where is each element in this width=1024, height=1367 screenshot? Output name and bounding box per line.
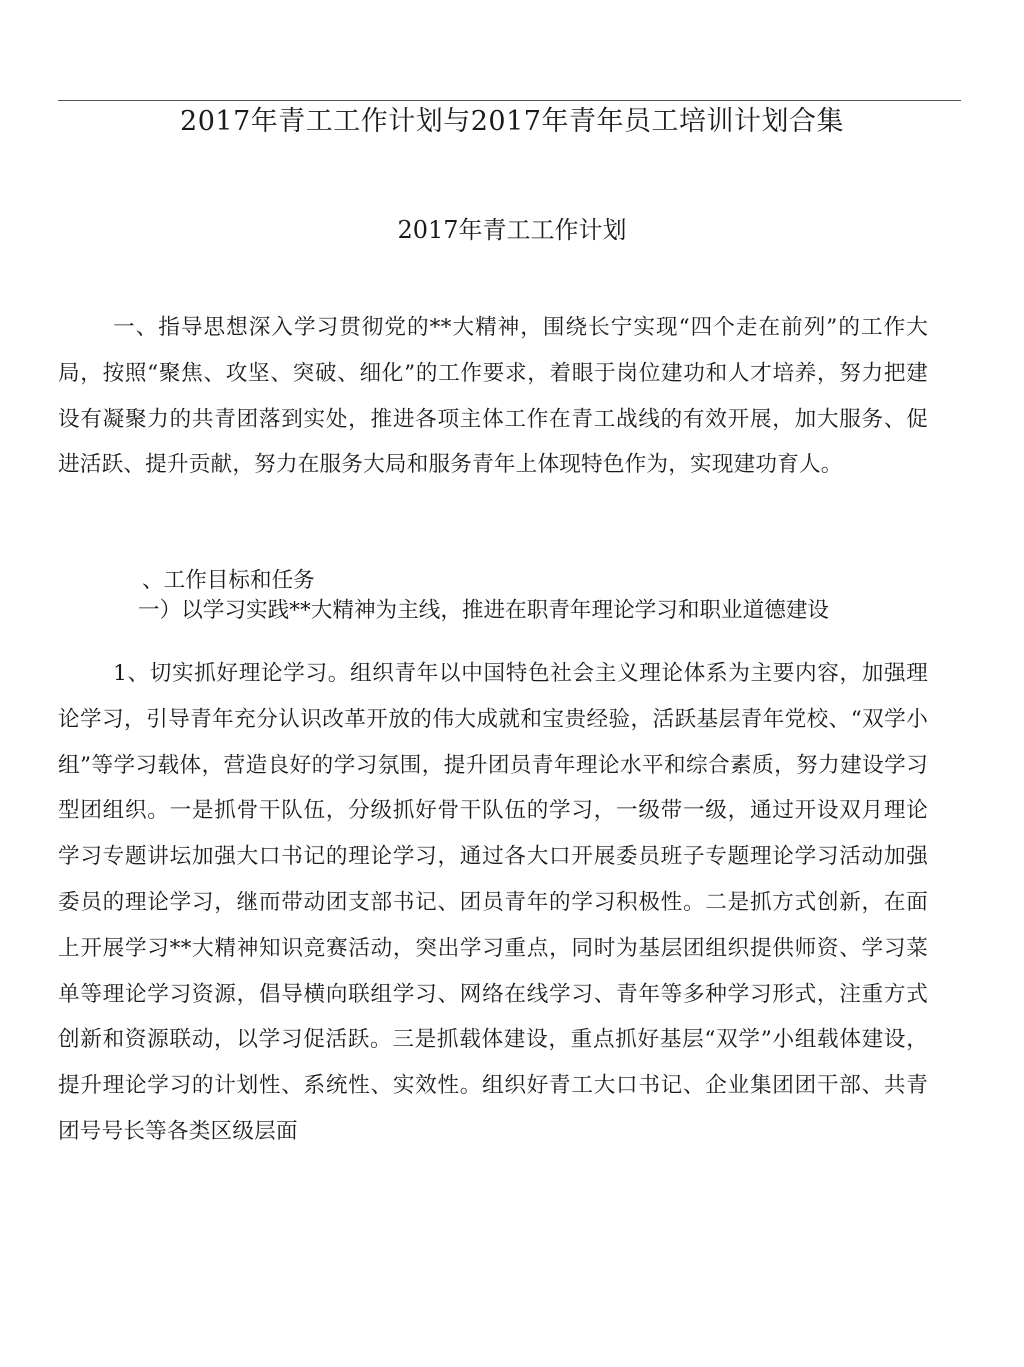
paragraph-theory-study: 1、切实抓好理论学习。组织青年以中国特色社会主义理论体系为主要内容，加强理论学习，引导青年充分认识改革开放的伟大成就和宝贵经验，活跃基层青年党校、“双学小组”等学习载体，营造良好的学习氛围，提升团员青年理论水平和综合素质，努力建设学习型团组织。一是抓骨干队伍，分级抓好骨干队伍的学习，一级带一级，通过开设双月理论学习专题讲坛加强大口书记的理论学习，通过各大口开展委员班子专题理论学习活动加强委员的理论学习，继而带动团支部书记、团员青年的学习积极性。二是抓方式创新，在面上开展学习**大精神知识竞赛活动，突出学习重点，同时为基层团组织提供师资、学习菜单等理论学习资源，倡导横向联组学习、网络在线学习、青年等多种学习形式，注重方式创新和资源联动，以学习促活跃。三是抓载体建设，重点抓好基层“双学”小组载体建设，提升理论学习的计划性、系统性、实效性。组织好青工大口书记、企业集团团干部、共青团号号长等各类区级层面: [58, 661, 928, 1144]
heading-theory-study: 一）以学习实践**大精神为主线，推进在职青年理论学习和职业道德建设: [138, 598, 830, 623]
header-rule: [58, 100, 961, 101]
section-title: 2017年青工工作计划: [397, 216, 627, 244]
document-title: 2017年青工工作计划与2017年青年员工培训计划合集: [180, 106, 844, 137]
paragraph-guiding-ideology: 一、指导思想深入学习贯彻党的**大精神，围绕长宁实现“四个走在前列”的工作大局，按照“聚焦、攻坚、突破、细化”的工作要求，着眼于岗位建功和人才培养，努力把建设有凝聚力的共青团落到实处，推进各项主体工作在青工战线的有效开展，加大服务、促进活跃、提升贡献，努力在服务大局和服务青年上体现特色作为，实现建功育人。: [58, 315, 928, 478]
heading-goals-and-tasks: 、工作目标和任务: [142, 568, 315, 593]
